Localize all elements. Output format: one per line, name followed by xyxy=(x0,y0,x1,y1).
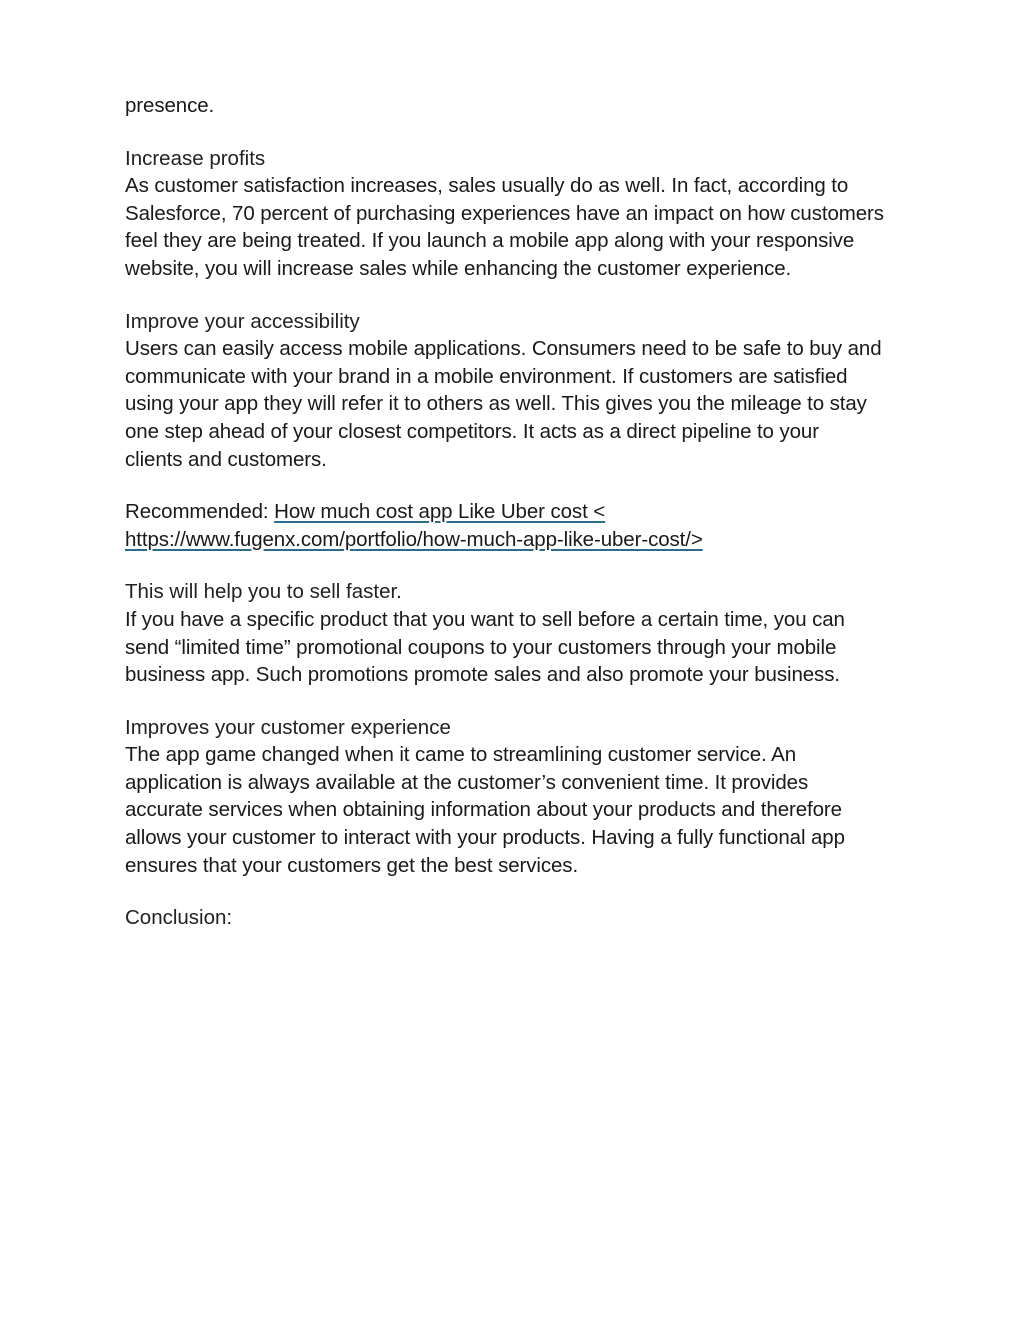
accessibility-line-5: clients and customers. xyxy=(125,447,327,471)
section-heading-conclusion: Conclusion: xyxy=(125,906,233,930)
document-body xyxy=(125,92,915,932)
experience-line-4: allows your customer to interact with your products. Having a fully functional app xyxy=(125,826,845,850)
accessibility-line-1: Users can easily access mobile applications. Consumers need to be safe to buy and xyxy=(125,337,882,361)
section-heading-experience: Improves your customer experience xyxy=(125,715,451,739)
paragraph-gap xyxy=(125,120,915,145)
profits-line-4: website, you will increase sales while enhancing the customer experience. xyxy=(125,256,792,280)
sell-faster-line-2: send “limited time” promotional coupons to your customers through your mobile xyxy=(125,635,837,659)
accessibility-line-2: communicate with your brand in a mobile environment. If customers are satisfied xyxy=(125,364,848,388)
recommended-link-title[interactable]: How much cost app Like Uber cost < xyxy=(274,500,606,524)
profits-line-2: Salesforce, 70 percent of purchasing experiences have an impact on how customers xyxy=(125,201,884,225)
sell-faster-line-1: If you have a specific product that you want to sell before a certain time, you can xyxy=(125,607,845,631)
profits-line-3: feel they are being treated. If you launch a mobile app along with your responsive xyxy=(125,229,855,253)
intro-tail-text: presence. xyxy=(125,94,215,117)
sell-faster-line-3: business app. Such promotions promote sales and also promote your business. xyxy=(125,663,840,687)
paragraph-gap xyxy=(125,553,915,578)
recommended-line-2 xyxy=(125,526,915,554)
paragraph-gap xyxy=(125,879,915,904)
accessibility-line-3: using your app they will refer it to others as well. This gives you the mileage to stay xyxy=(125,392,867,416)
accessibility-line-4: one step ahead of your closest competitors. It acts as a direct pipeline to your xyxy=(125,419,819,443)
paragraph-gap xyxy=(125,283,915,308)
section-heading-accessibility: Improve your accessibility xyxy=(125,309,360,333)
experience-line-2: application is always available at the customer’s convenient time. It provides xyxy=(125,770,809,794)
recommended-link-url[interactable]: https://www.fugenx.com/portfolio/how-much-app-like-uber-cost/> xyxy=(125,527,703,551)
section-heading-profits: Increase profits xyxy=(125,146,266,170)
experience-line-3: accurate services when obtaining information about your products and therefore xyxy=(125,798,842,822)
paragraph-gap xyxy=(125,473,915,498)
experience-line-5: ensures that your customers get the best services. xyxy=(125,853,579,877)
paragraph-gap xyxy=(125,689,915,714)
section-heading-sell-faster: This will help you to sell faster. xyxy=(125,580,402,604)
recommended-line-1 xyxy=(125,498,915,526)
experience-line-1: The app game changed when it came to streamlining customer service. An xyxy=(125,743,796,767)
profits-line-1: As customer satisfaction increases, sales usually do as well. In fact, according to xyxy=(125,174,849,198)
recommended-label: Recommended: xyxy=(125,500,275,524)
